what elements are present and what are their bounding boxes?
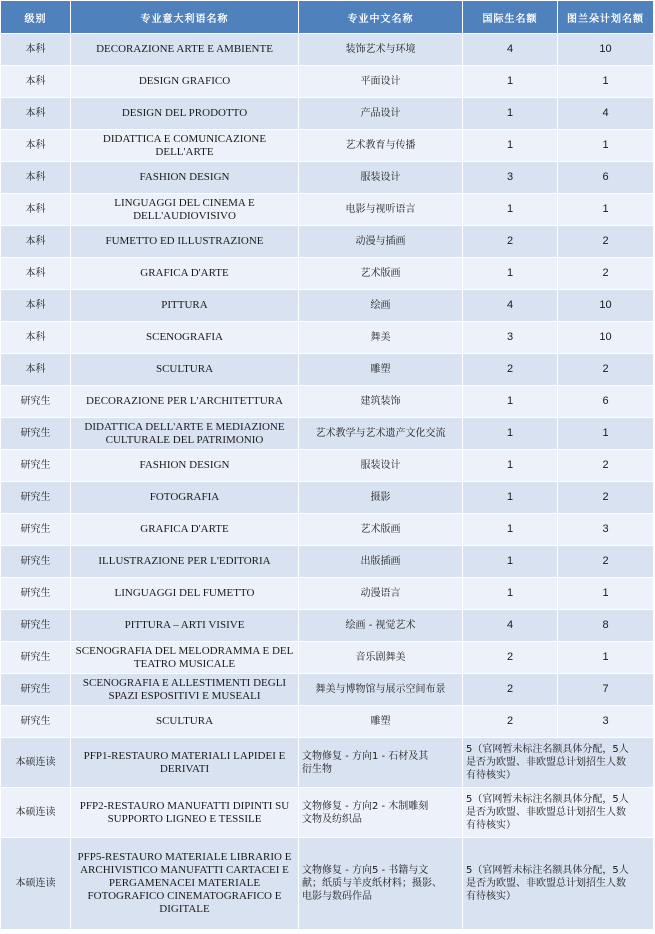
chinese-name-cell xyxy=(299,290,463,322)
table-body xyxy=(1,34,654,930)
cell-line: 文物修复 - 方向5 - 书籍与文 xyxy=(302,865,429,876)
cell-line: 是否为欧盟、非欧盟总计划招生人数 xyxy=(466,757,626,768)
cell-line: 舞美 xyxy=(370,332,391,343)
table-row xyxy=(1,34,654,66)
italian-name-cell xyxy=(71,162,299,194)
cell-line: FOTOGRAFIA xyxy=(149,491,220,503)
cell-line: PITTURA xyxy=(161,299,208,311)
turandot-quota-cell: 3 xyxy=(558,514,654,546)
table-row xyxy=(1,162,654,194)
cell-line: SCULTURA xyxy=(155,715,214,727)
turandot-quota-cell: 10 xyxy=(558,34,654,66)
cell-line: DELL'ARTE xyxy=(155,145,214,158)
table-row xyxy=(1,290,654,322)
chinese-name-cell xyxy=(299,386,463,418)
cell-line: SCENOGRAFIA xyxy=(145,331,223,343)
table-row xyxy=(1,354,654,386)
cell-line: 5（官网暂未标注名额具体分配，5人 xyxy=(466,744,629,755)
italian-name-cell xyxy=(71,514,299,546)
cell-line: 文物修复 - 方向1 - 石材及其 xyxy=(302,750,429,762)
table-row xyxy=(1,450,654,482)
chinese-name-cell xyxy=(299,738,463,788)
italian-name-cell xyxy=(71,738,299,788)
level-cell: 研究生 xyxy=(1,482,71,514)
italian-name-cell xyxy=(71,642,299,674)
chinese-name-cell xyxy=(299,450,463,482)
chinese-name-cell xyxy=(299,418,463,450)
table-row xyxy=(1,258,654,290)
international-quota-cell: 1 xyxy=(463,450,558,482)
level-cell: 本科 xyxy=(1,226,71,258)
table-row xyxy=(1,514,654,546)
table-row xyxy=(1,194,654,226)
table-row xyxy=(1,674,654,706)
cell-line: DESIGN DEL PRODOTTO xyxy=(121,107,248,119)
turandot-quota-cell: 1 xyxy=(558,418,654,450)
chinese-name-cell xyxy=(299,194,463,226)
level-cell: 本科 xyxy=(1,354,71,386)
cell-line: 服装设计 xyxy=(360,460,401,471)
chinese-name-cell xyxy=(299,34,463,66)
table-row xyxy=(1,386,654,418)
cell-line: DERIVATI xyxy=(159,762,210,775)
international-quota-cell: 1 xyxy=(463,258,558,290)
cell-line: PITTURA – ARTI VISIVE xyxy=(124,619,245,631)
chinese-name-cell xyxy=(299,578,463,610)
cell-line: DECORAZIONE ARTE E AMBIENTE xyxy=(96,43,273,55)
turandot-quota-cell: 1 xyxy=(558,642,654,674)
table-row xyxy=(1,98,654,130)
cell-line: 衍生物 xyxy=(302,763,332,775)
cell-line: 5（官网暂未标注名额具体分配，5人 xyxy=(466,865,629,876)
international-quota-cell: 2 xyxy=(463,706,558,738)
level-cell: 本科 xyxy=(1,130,71,162)
cell-line: 绘画 - 视觉艺术 xyxy=(345,620,416,631)
chinese-name-cell xyxy=(299,706,463,738)
italian-name-cell xyxy=(71,194,299,226)
turandot-quota-cell: 1 xyxy=(558,194,654,226)
cell-line: 服装设计 xyxy=(360,172,401,183)
italian-name-cell xyxy=(71,578,299,610)
cell-line: 动漫与插画 xyxy=(355,236,406,247)
turandot-quota-cell: 10 xyxy=(558,322,654,354)
cell-line: 艺术教育与传播 xyxy=(345,140,416,151)
cell-line: FUMETTO ED ILLUSTRAZIONE xyxy=(105,235,264,247)
cell-line: 建筑装饰 xyxy=(360,396,401,407)
cell-line: 是否为欧盟、非欧盟总计划招生人数 xyxy=(466,807,626,818)
chinese-name-cell xyxy=(299,66,463,98)
table-row xyxy=(1,482,654,514)
quota-note-cell xyxy=(463,788,654,838)
italian-name-cell xyxy=(71,546,299,578)
cell-line: LINGUAGGI DEL FUMETTO xyxy=(114,587,255,599)
turandot-quota-cell: 2 xyxy=(558,546,654,578)
italian-name-cell xyxy=(71,418,299,450)
cell-line: 绘画 xyxy=(370,300,391,311)
table-row xyxy=(1,546,654,578)
italian-name-cell xyxy=(71,450,299,482)
cell-line: SUPPORTO LIGNEO E TESSILE xyxy=(107,812,262,825)
international-quota-cell: 1 xyxy=(463,482,558,514)
italian-name-cell xyxy=(71,386,299,418)
italian-name-cell xyxy=(71,290,299,322)
chinese-name-cell xyxy=(299,788,463,838)
cell-line: FOTOGRAFICO CINEMATOGRAFICO E xyxy=(87,890,282,902)
level-cell: 研究生 xyxy=(1,642,71,674)
table-row xyxy=(1,610,654,642)
level-cell: 研究生 xyxy=(1,514,71,546)
level-cell: 本科 xyxy=(1,162,71,194)
cell-line: 文物修复 - 方向2 - 木制雕刻 xyxy=(302,800,429,812)
level-cell: 研究生 xyxy=(1,674,71,706)
table-row xyxy=(1,130,654,162)
cell-line: 电影与视听语言 xyxy=(345,204,416,215)
header-chinese-name: 专业中文名称 xyxy=(299,1,463,34)
turandot-quota-cell: 1 xyxy=(558,130,654,162)
cell-line: PFP5-RESTAURO MATERIALE LIBRARIO E xyxy=(77,851,292,863)
quota-note-cell xyxy=(463,738,654,788)
table-row xyxy=(1,418,654,450)
international-quota-cell: 1 xyxy=(463,66,558,98)
level-cell: 本硕连读 xyxy=(1,738,71,788)
cell-line: 是否为欧盟、非欧盟总计划招生人数 xyxy=(466,878,626,889)
turandot-quota-cell: 2 xyxy=(558,482,654,514)
international-quota-cell: 3 xyxy=(463,322,558,354)
cell-line: FASHION DESIGN xyxy=(139,171,230,183)
chinese-name-cell xyxy=(299,162,463,194)
table-row xyxy=(1,838,654,930)
international-quota-cell: 2 xyxy=(463,354,558,386)
italian-name-cell xyxy=(71,130,299,162)
cell-line: 艺术教学与艺术遗产文化交流 xyxy=(315,428,446,439)
international-quota-cell: 4 xyxy=(463,34,558,66)
level-cell: 本科 xyxy=(1,98,71,130)
level-cell: 本硕连读 xyxy=(1,838,71,930)
cell-line: 音乐剧舞美 xyxy=(355,652,406,663)
turandot-quota-cell: 2 xyxy=(558,354,654,386)
level-cell: 研究生 xyxy=(1,706,71,738)
table-row xyxy=(1,788,654,838)
chinese-name-cell xyxy=(299,258,463,290)
turandot-quota-cell: 6 xyxy=(558,162,654,194)
level-cell: 研究生 xyxy=(1,450,71,482)
italian-name-cell xyxy=(71,788,299,838)
level-cell: 本科 xyxy=(1,322,71,354)
level-cell: 本科 xyxy=(1,290,71,322)
cell-line: PFP2-RESTAURO MANUFATTI DIPINTI SU xyxy=(79,799,290,812)
cell-line: ARCHIVISTICO MANUFATTI CARTACEI E xyxy=(80,864,289,876)
cell-line: 产品设计 xyxy=(360,108,401,119)
cell-line: DIDATTICA E COMUNICAZIONE xyxy=(102,132,267,145)
level-cell: 本科 xyxy=(1,194,71,226)
cell-line: SPAZI ESPOSITIVI E MUSEALI xyxy=(108,689,261,702)
turandot-quota-cell: 6 xyxy=(558,386,654,418)
level-cell: 本硕连读 xyxy=(1,788,71,838)
cell-line: PFP1-RESTAURO MATERIALI LAPIDEI E xyxy=(83,749,286,762)
turandot-quota-cell: 10 xyxy=(558,290,654,322)
cell-line: 艺术版画 xyxy=(360,268,401,279)
cell-line: 动漫语言 xyxy=(360,588,401,599)
cell-line: 文物及纺织品 xyxy=(302,813,362,825)
turandot-quota-cell: 7 xyxy=(558,674,654,706)
cell-line: SCENOGRAFIA DEL MELODRAMMA E DEL xyxy=(75,644,294,657)
cell-line: FASHION DESIGN xyxy=(139,459,230,471)
level-cell: 研究生 xyxy=(1,546,71,578)
cell-line: 5（官网暂未标注名额具体分配，5人 xyxy=(466,794,629,805)
cell-line: 艺术版画 xyxy=(360,524,401,535)
italian-name-cell xyxy=(71,674,299,706)
table-row xyxy=(1,738,654,788)
chinese-name-cell xyxy=(299,226,463,258)
cell-line: 平面设计 xyxy=(360,76,401,87)
italian-name-cell xyxy=(71,482,299,514)
italian-name-cell xyxy=(71,66,299,98)
italian-name-cell xyxy=(71,258,299,290)
cell-line: CULTURALE DEL PATRIMONIO xyxy=(105,433,264,446)
cell-line: DIGITALE xyxy=(159,903,210,915)
cell-line: DECORAZIONE PER L'ARCHITETTURA xyxy=(86,395,283,407)
cell-line: 有待核实） xyxy=(466,891,516,902)
italian-name-cell xyxy=(71,838,299,930)
chinese-name-cell xyxy=(299,98,463,130)
chinese-name-cell xyxy=(299,482,463,514)
cell-line: DELL'AUDIOVISIVO xyxy=(133,209,236,222)
turandot-quota-cell: 2 xyxy=(558,258,654,290)
international-quota-cell: 1 xyxy=(463,194,558,226)
cell-line: DESIGN GRAFICO xyxy=(138,75,231,87)
turandot-quota-cell: 1 xyxy=(558,578,654,610)
turandot-quota-cell: 2 xyxy=(558,450,654,482)
cell-line: 装饰艺术与环境 xyxy=(345,44,416,55)
table-row xyxy=(1,66,654,98)
chinese-name-cell xyxy=(299,130,463,162)
chinese-name-cell xyxy=(299,322,463,354)
cell-line: 出版插画 xyxy=(360,556,401,567)
chinese-name-cell xyxy=(299,546,463,578)
cell-line: 摄影 xyxy=(370,492,391,503)
table-row xyxy=(1,642,654,674)
level-cell: 本科 xyxy=(1,66,71,98)
cell-line: 雕塑 xyxy=(370,716,391,727)
italian-name-cell xyxy=(71,610,299,642)
header-international-quota: 国际生名额 xyxy=(463,1,558,34)
table-row xyxy=(1,226,654,258)
cell-line: LINGUAGGI DEL CINEMA E xyxy=(114,196,255,209)
table-row xyxy=(1,322,654,354)
international-quota-cell: 2 xyxy=(463,674,558,706)
turandot-quota-cell: 2 xyxy=(558,226,654,258)
cell-line: SCULTURA xyxy=(155,363,214,375)
cell-line: SCENOGRAFIA E ALLESTIMENTI DEGLI xyxy=(82,676,287,689)
quota-note-cell xyxy=(463,838,654,930)
cell-line: 舞美与博物馆与展示空间布景 xyxy=(315,684,446,695)
international-quota-cell: 3 xyxy=(463,162,558,194)
italian-name-cell xyxy=(71,354,299,386)
header-italian-name: 专业意大利语名称 xyxy=(71,1,299,34)
chinese-name-cell xyxy=(299,514,463,546)
italian-name-cell xyxy=(71,706,299,738)
international-quota-cell: 1 xyxy=(463,514,558,546)
cell-line: PERGAMENACEI MATERIALE xyxy=(108,877,261,889)
international-quota-cell: 2 xyxy=(463,642,558,674)
italian-name-cell xyxy=(71,226,299,258)
international-quota-cell: 4 xyxy=(463,610,558,642)
international-quota-cell: 2 xyxy=(463,226,558,258)
cell-line: ILLUSTRAZIONE PER L'EDITORIA xyxy=(98,555,271,567)
turandot-quota-cell: 1 xyxy=(558,66,654,98)
level-cell: 研究生 xyxy=(1,386,71,418)
cell-line: GRAFICA D'ARTE xyxy=(140,523,229,535)
cell-line: GRAFICA D'ARTE xyxy=(140,267,229,279)
turandot-quota-cell: 3 xyxy=(558,706,654,738)
cell-line: DIDATTICA DELL'ARTE E MEDIAZIONE xyxy=(84,420,285,433)
cell-line: TEATRO MUSICALE xyxy=(133,657,236,670)
international-quota-cell: 1 xyxy=(463,578,558,610)
chinese-name-cell xyxy=(299,610,463,642)
table-row xyxy=(1,578,654,610)
turandot-quota-cell: 8 xyxy=(558,610,654,642)
italian-name-cell xyxy=(71,322,299,354)
international-quota-cell: 1 xyxy=(463,418,558,450)
chinese-name-cell xyxy=(299,674,463,706)
header-level: 级别 xyxy=(1,1,71,34)
level-cell: 研究生 xyxy=(1,418,71,450)
level-cell: 本科 xyxy=(1,34,71,66)
level-cell: 研究生 xyxy=(1,610,71,642)
turandot-quota-cell: 4 xyxy=(558,98,654,130)
italian-name-cell xyxy=(71,34,299,66)
international-quota-cell: 1 xyxy=(463,130,558,162)
chinese-name-cell xyxy=(299,642,463,674)
international-quota-cell: 1 xyxy=(463,98,558,130)
level-cell: 研究生 xyxy=(1,578,71,610)
level-cell: 本科 xyxy=(1,258,71,290)
cell-line: 献；纸质与羊皮纸材料；摄影、 xyxy=(302,878,442,889)
cell-line: 有待核实） xyxy=(466,770,516,781)
cell-line: 电影与数码作品 xyxy=(302,891,372,902)
international-quota-cell: 1 xyxy=(463,386,558,418)
italian-name-cell xyxy=(71,98,299,130)
chinese-name-cell xyxy=(299,354,463,386)
international-quota-cell: 4 xyxy=(463,290,558,322)
table-row xyxy=(1,706,654,738)
header-row xyxy=(1,1,654,34)
cell-line: 雕塑 xyxy=(370,364,391,375)
international-quota-cell: 1 xyxy=(463,546,558,578)
chinese-name-cell xyxy=(299,838,463,930)
header-turandot-quota: 图兰朵计划名额 xyxy=(558,1,654,34)
cell-line: 有待核实） xyxy=(466,820,516,831)
